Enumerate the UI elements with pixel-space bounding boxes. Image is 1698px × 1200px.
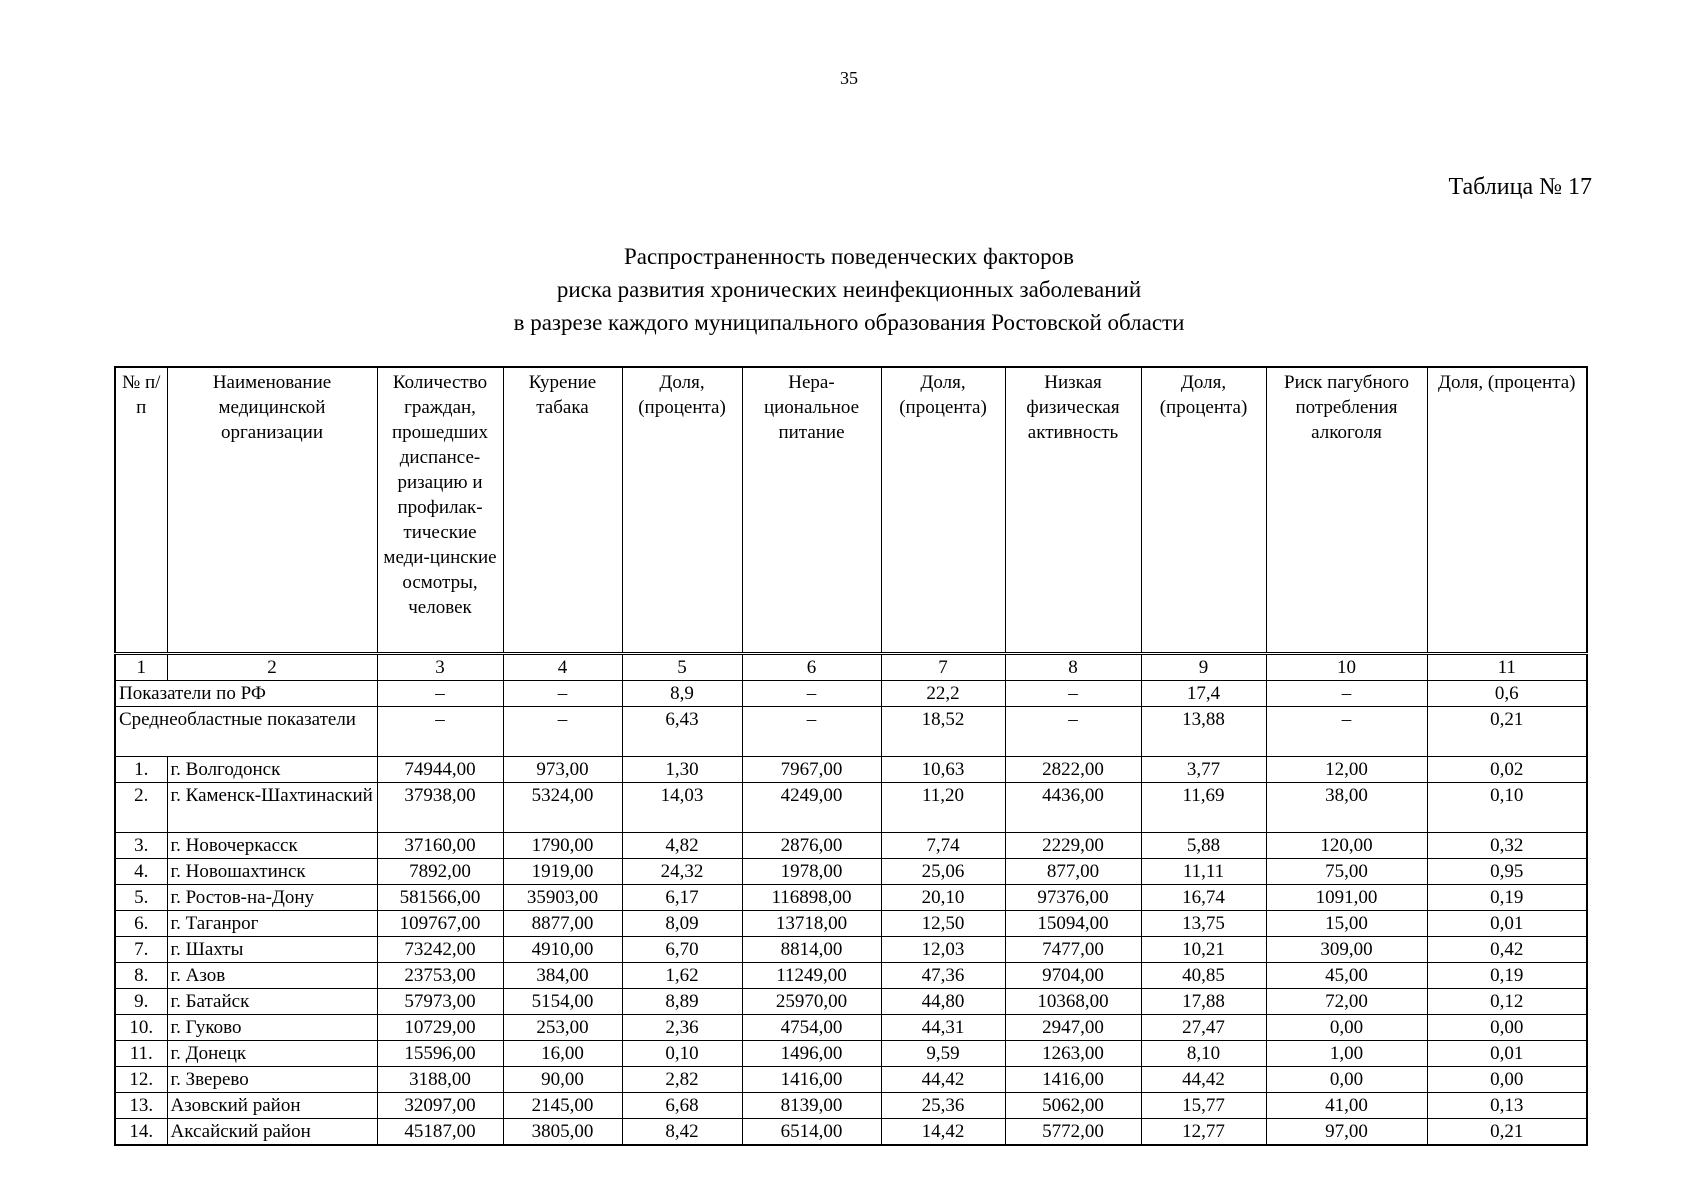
table-cell: 7892,00 [377,859,503,885]
organization-name: г. Донецк [167,1041,377,1067]
table-cell: 12,03 [881,937,1005,963]
table-cell: 38,00 [1266,783,1427,833]
organization-name: г. Таганрог [167,911,377,937]
row-number: 6. [115,911,167,937]
table-cell: 1496,00 [742,1041,881,1067]
organization-name: г. Ростов-на-Дону [167,885,377,911]
column-number: 8 [1005,654,1141,681]
table-cell: 0,02 [1427,757,1587,783]
table-cell: 5,88 [1141,833,1266,859]
table-cell: 37160,00 [377,833,503,859]
row-number: 2. [115,783,167,833]
table-cell: 12,50 [881,911,1005,937]
table-row [115,833,1587,859]
table-cell: 20,10 [881,885,1005,911]
table-cell: 0,00 [1427,1015,1587,1041]
organization-name: г. Гуково [167,1015,377,1041]
table-cell: 2947,00 [1005,1015,1141,1041]
table-cell: 8,89 [622,989,742,1015]
summary-label: Среднеобластные показатели [115,707,377,757]
table-cell: 35903,00 [503,885,622,911]
table-cell: 11,69 [1141,783,1266,833]
table-cell: 17,88 [1141,989,1266,1015]
table-cell: 1919,00 [503,859,622,885]
summary-cell: – [503,707,622,757]
table-cell: 1416,00 [742,1067,881,1093]
table-row [115,859,1587,885]
table-cell: 97,00 [1266,1119,1427,1146]
table-cell: 10729,00 [377,1015,503,1041]
table-cell: 5772,00 [1005,1119,1141,1146]
table-cell: 1790,00 [503,833,622,859]
title-line-2: риска развития хронических неинфекционных заболеваний [556,277,1142,302]
table-cell: 7967,00 [742,757,881,783]
table-cell: 15,77 [1141,1093,1266,1119]
column-number: 3 [377,654,503,681]
table-cell: 2,82 [622,1067,742,1093]
table-cell: 5062,00 [1005,1093,1141,1119]
summary-cell: – [1266,707,1427,757]
table-row [115,1119,1587,1146]
summary-cell: – [742,707,881,757]
column-number: 2 [167,654,377,681]
table-cell: 27,47 [1141,1015,1266,1041]
table-cell: 8877,00 [503,911,622,937]
row-number: 3. [115,833,167,859]
table-cell: 0,19 [1427,963,1587,989]
summary-cell: 0,6 [1427,681,1587,707]
column-number: 7 [881,654,1005,681]
table-cell: 1416,00 [1005,1067,1141,1093]
table-cell: 23753,00 [377,963,503,989]
table-cell: 25,36 [881,1093,1005,1119]
table-cell: 15094,00 [1005,911,1141,937]
title-line-3: в разрезе каждого муниципального образования Ростовской области [513,310,1185,335]
title-line-1: Распространенность поведенческих факторов [623,244,1075,269]
table-cell: 973,00 [503,757,622,783]
organization-name: г. Новочеркасск [167,833,377,859]
table-row [115,1093,1587,1119]
header-cell: Низкая физическая активность [1005,367,1141,654]
statistics-table [114,366,1588,1146]
table-cell: 16,74 [1141,885,1266,911]
table-cell: 1,00 [1266,1041,1427,1067]
table-cell: 0,19 [1427,885,1587,911]
organization-name: Аксайский район [167,1119,377,1146]
summary-cell: – [377,707,503,757]
table-cell: 2229,00 [1005,833,1141,859]
table-cell: 0,95 [1427,859,1587,885]
table-cell: 2145,00 [503,1093,622,1119]
header-cell: Доля, (процента) [1427,367,1587,654]
organization-name: г. Зверево [167,1067,377,1093]
header-cell: Доля, (процента) [1141,367,1266,654]
row-number: 4. [115,859,167,885]
table-cell: 47,36 [881,963,1005,989]
organization-name: Азовский район [167,1093,377,1119]
table-row [115,963,1587,989]
table-cell: 10,63 [881,757,1005,783]
organization-name: г. Каменск-Шахтинаский [167,783,377,833]
table-cell: 45,00 [1266,963,1427,989]
table-row [115,911,1587,937]
table-cell: 0,21 [1427,1119,1587,1146]
table-cell: 73242,00 [377,937,503,963]
header-cell: Количество граждан, прошедших диспансе-ризацию и профилак-тические меди-цинские осмотры, человек [377,367,503,654]
table-cell: 116898,00 [742,885,881,911]
table-cell: 0,42 [1427,937,1587,963]
summary-cell: – [503,681,622,707]
table-cell: 90,00 [503,1067,622,1093]
table-cell: 7,74 [881,833,1005,859]
table-cell: 44,42 [881,1067,1005,1093]
table-cell: 0,32 [1427,833,1587,859]
row-number: 10. [115,1015,167,1041]
table-cell: 581566,00 [377,885,503,911]
table-cell: 8,09 [622,911,742,937]
table-row [115,783,1587,833]
table-cell: 15,00 [1266,911,1427,937]
table-cell: 32097,00 [377,1093,503,1119]
summary-cell: – [1005,681,1141,707]
table-cell: 4754,00 [742,1015,881,1041]
table-cell: 3805,00 [503,1119,622,1146]
header-row [115,367,1587,654]
table-cell: 44,42 [1141,1067,1266,1093]
column-number: 5 [622,654,742,681]
summary-cell: 13,88 [1141,707,1266,757]
header-cell: № п/п [115,367,167,654]
table-cell: 9,59 [881,1041,1005,1067]
row-number: 11. [115,1041,167,1067]
table-cell: 5154,00 [503,989,622,1015]
table-cell: 1978,00 [742,859,881,885]
table-row [115,1041,1587,1067]
table-cell: 3188,00 [377,1067,503,1093]
summary-cell: 8,9 [622,681,742,707]
row-number: 9. [115,989,167,1015]
header-cell: Наименование медицинской организации [167,367,377,654]
table-cell: 8814,00 [742,937,881,963]
table-cell: 12,00 [1266,757,1427,783]
table-cell: 4910,00 [503,937,622,963]
summary-cell: 18,52 [881,707,1005,757]
summary-row [115,681,1587,707]
row-number: 8. [115,963,167,989]
table-cell: 1,62 [622,963,742,989]
summary-cell: – [377,681,503,707]
table-cell: 1,30 [622,757,742,783]
table-cell: 1263,00 [1005,1041,1141,1067]
table-cell: 6,68 [622,1093,742,1119]
header-cell: Доля, (процента) [622,367,742,654]
table-cell: 12,77 [1141,1119,1266,1146]
document-title [0,240,1698,339]
table-cell: 2876,00 [742,833,881,859]
table-cell: 2,36 [622,1015,742,1041]
table-cell: 10,21 [1141,937,1266,963]
organization-name: г. Азов [167,963,377,989]
row-number: 13. [115,1093,167,1119]
table-cell: 4436,00 [1005,783,1141,833]
table-cell: 13718,00 [742,911,881,937]
table-cell: 41,00 [1266,1093,1427,1119]
header-cell: Нера-циональное питание [742,367,881,654]
table-cell: 0,01 [1427,1041,1587,1067]
column-number: 10 [1266,654,1427,681]
header-cell: Доля, (процента) [881,367,1005,654]
table-cell: 7477,00 [1005,937,1141,963]
summary-cell: 22,2 [881,681,1005,707]
column-number: 4 [503,654,622,681]
table-cell: 11,20 [881,783,1005,833]
table-cell: 10368,00 [1005,989,1141,1015]
table-cell: 8,10 [1141,1041,1266,1067]
column-number: 6 [742,654,881,681]
organization-name: г. Новошахтинск [167,859,377,885]
table-cell: 16,00 [503,1041,622,1067]
table-cell: 877,00 [1005,859,1141,885]
table-row [115,937,1587,963]
table-cell: 24,32 [622,859,742,885]
table-cell: 0,01 [1427,911,1587,937]
table-cell: 75,00 [1266,859,1427,885]
summary-cell: – [1005,707,1141,757]
summary-row [115,707,1587,757]
table-cell: 6,17 [622,885,742,911]
table-cell: 11,11 [1141,859,1266,885]
table-cell: 37938,00 [377,783,503,833]
table-cell: 5324,00 [503,783,622,833]
table-cell: 0,13 [1427,1093,1587,1119]
table-cell: 3,77 [1141,757,1266,783]
table-cell: 2822,00 [1005,757,1141,783]
table-cell: 0,12 [1427,989,1587,1015]
table-cell: 8,42 [622,1119,742,1146]
table-cell: 74944,00 [377,757,503,783]
summary-cell: 0,21 [1427,707,1587,757]
table-row [115,757,1587,783]
organization-name: г. Шахты [167,937,377,963]
column-number: 1 [115,654,167,681]
table-cell: 0,10 [622,1041,742,1067]
table-cell: 0,10 [1427,783,1587,833]
table-cell: 4249,00 [742,783,881,833]
summary-cell: – [1266,681,1427,707]
table-cell: 14,03 [622,783,742,833]
table-cell: 14,42 [881,1119,1005,1146]
row-number: 12. [115,1067,167,1093]
organization-name: г. Батайск [167,989,377,1015]
table-cell: 4,82 [622,833,742,859]
table-cell: 57973,00 [377,989,503,1015]
row-number: 7. [115,937,167,963]
table-row [115,1067,1587,1093]
table-cell: 13,75 [1141,911,1266,937]
table-row [115,989,1587,1015]
table-cell: 8139,00 [742,1093,881,1119]
table-cell: 72,00 [1266,989,1427,1015]
table-cell: 253,00 [503,1015,622,1041]
column-number-row [115,654,1587,681]
summary-cell: 17,4 [1141,681,1266,707]
row-number: 1. [115,757,167,783]
page-number: 35 [840,68,858,88]
table-cell: 44,80 [881,989,1005,1015]
table-cell: 0,00 [1266,1067,1427,1093]
summary-cell: – [742,681,881,707]
table-cell: 40,85 [1141,963,1266,989]
table-row [115,1015,1587,1041]
table-cell: 109767,00 [377,911,503,937]
table-cell: 11249,00 [742,963,881,989]
table-cell: 309,00 [1266,937,1427,963]
table-cell: 384,00 [503,963,622,989]
table-cell: 0,00 [1266,1015,1427,1041]
table-cell: 6514,00 [742,1119,881,1146]
table-cell: 44,31 [881,1015,1005,1041]
table-cell: 6,70 [622,937,742,963]
summary-cell: 6,43 [622,707,742,757]
column-number: 11 [1427,654,1587,681]
summary-label: Показатели по РФ [115,681,377,707]
table-label: Таблица № 17 [1448,174,1592,200]
column-number: 9 [1141,654,1266,681]
table-cell: 25,06 [881,859,1005,885]
table-cell: 9704,00 [1005,963,1141,989]
table-cell: 15596,00 [377,1041,503,1067]
table-cell: 1091,00 [1266,885,1427,911]
header-cell: Риск пагубного потребления алкоголя [1266,367,1427,654]
row-number: 5. [115,885,167,911]
table-cell: 25970,00 [742,989,881,1015]
header-cell: Курение табака [503,367,622,654]
table-cell: 97376,00 [1005,885,1141,911]
row-number: 14. [115,1119,167,1146]
organization-name: г. Волгодонск [167,757,377,783]
table-cell: 0,00 [1427,1067,1587,1093]
table-cell: 45187,00 [377,1119,503,1146]
table-row [115,885,1587,911]
table-cell: 120,00 [1266,833,1427,859]
